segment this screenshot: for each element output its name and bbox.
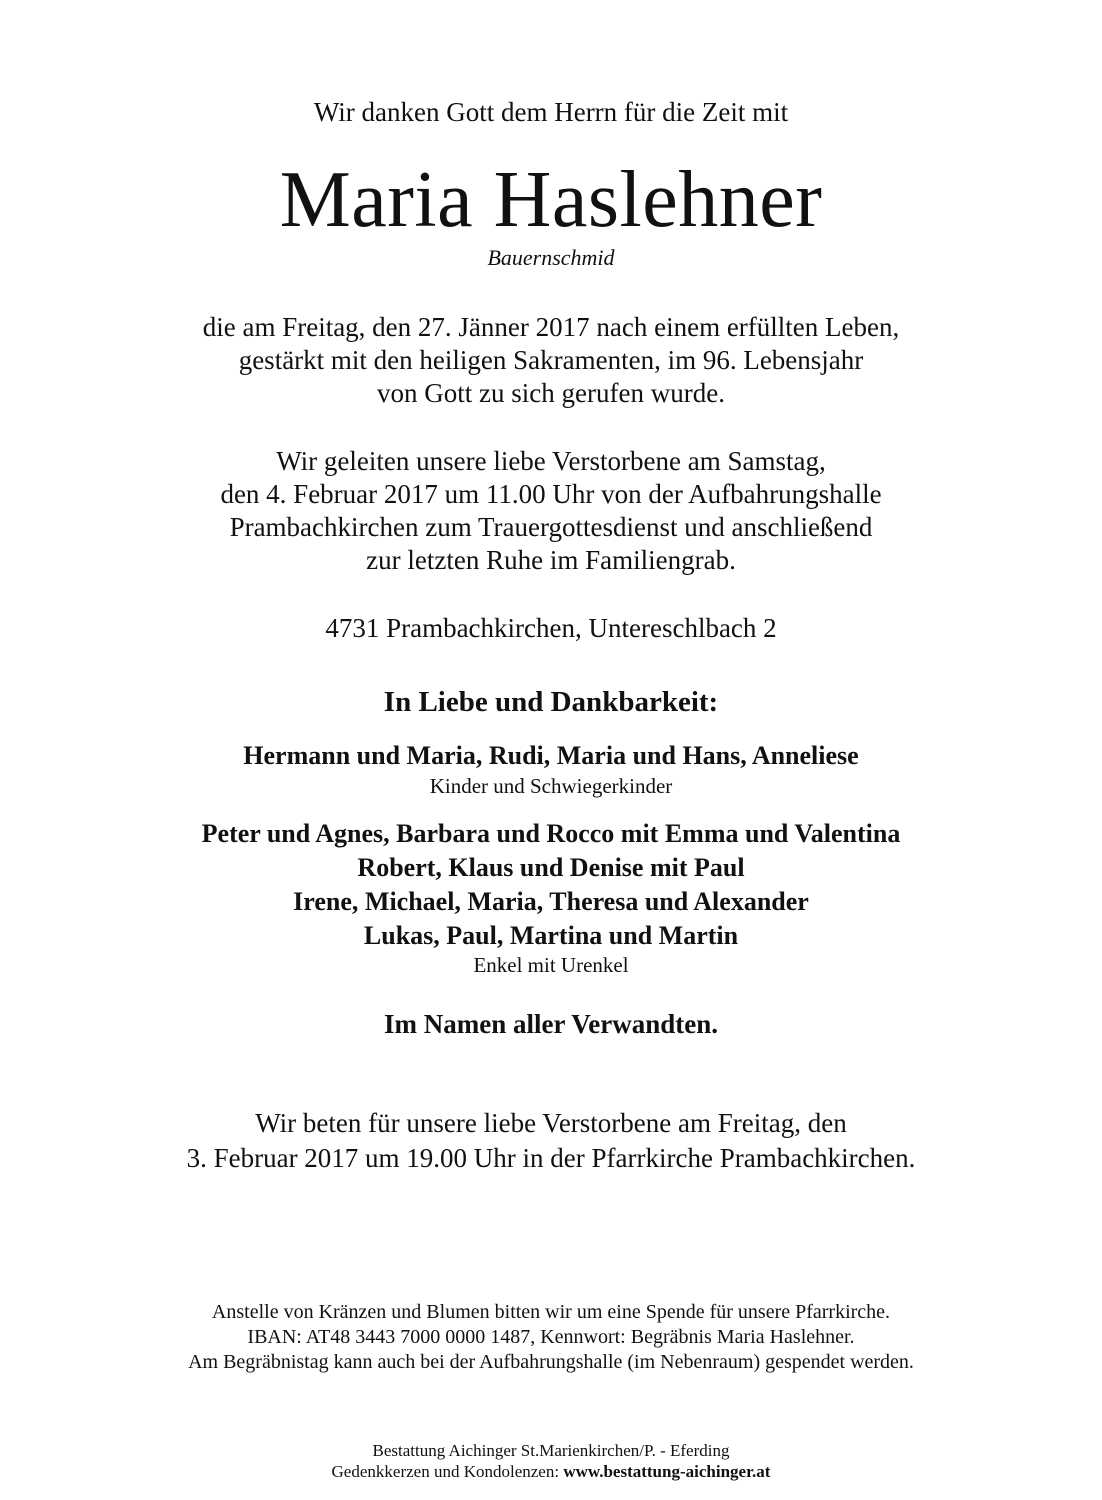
condolence-line [0, 1463, 1102, 1480]
maiden-name: Bauernschmid [487, 245, 615, 270]
grandchildren-names: Lukas, Paul, Martina und Martin [363, 921, 739, 950]
funeral-line: Wir geleiten unsere liebe Verstorbene am Samstag, [276, 446, 826, 476]
funeral-line: den 4. Februar 2017 um 11.00 Uhr von der Aufbahrungshalle [220, 479, 882, 509]
prayer-line: Wir beten für unsere liebe Verstorbene am Freitag, den [255, 1108, 847, 1138]
donation-line: Am Begräbnistag kann auch bei der Aufbahrungshalle (im Nebenraum) gespendet werden. [188, 1351, 914, 1373]
deceased-name: Maria Haslehner [279, 156, 823, 244]
website-link[interactable]: www.bestattung-aichinger.at [563, 1462, 771, 1481]
children-relation: Kinder und Schwiegerkinder [429, 774, 673, 798]
death-notice-line: gestärkt mit den heiligen Sakramenten, im 96. Lebensjahr [238, 345, 864, 375]
grandchildren-names: Peter und Agnes, Barbara und Rocco mit Emma und Valentina [201, 819, 901, 848]
death-notice-line: die am Freitag, den 27. Jänner 2017 nach einem erfüllten Leben, [202, 312, 900, 342]
intro-text: Wir danken Gott dem Herrn für die Zeit mit [313, 97, 789, 127]
donation-line: IBAN: AT48 3443 7000 0000 1487, Kennwort: Begräbnis Maria Haslehner. [247, 1326, 855, 1348]
grandchildren-names: Robert, Klaus und Denise mit Paul [357, 853, 745, 882]
undertaker-name: Bestattung Aichinger St.Marienkirchen/P. - Eferding [372, 1441, 730, 1460]
closing-line: Im Namen aller Verwandten. [384, 1009, 718, 1039]
grandchildren-relation: Enkel mit Urenkel [473, 953, 629, 977]
prayer-line: 3. Februar 2017 um 19.00 Uhr in der Pfarrkirche Prambachkirchen. [186, 1143, 916, 1173]
funeral-line: Prambachkirchen zum Trauergottesdienst und anschließend [229, 512, 873, 542]
condolence-label: Gedenkkerzen und Kondolenzen: [331, 1462, 560, 1481]
death-notice-line: von Gott zu sich gerufen wurde. [377, 378, 725, 408]
grandchildren-names: Irene, Michael, Maria, Theresa und Alexander [293, 887, 809, 916]
donation-line: Anstelle von Kränzen und Blumen bitten wir um eine Spende für unsere Pfarrkirche. [211, 1301, 891, 1323]
children-names: Hermann und Maria, Rudi, Maria und Hans, Anneliese [243, 741, 859, 770]
address: 4731 Prambachkirchen, Untereschlbach 2 [325, 613, 777, 643]
funeral-line: zur letzten Ruhe im Familiengrab. [366, 545, 736, 575]
mourners-heading: In Liebe und Dankbarkeit: [383, 686, 719, 718]
